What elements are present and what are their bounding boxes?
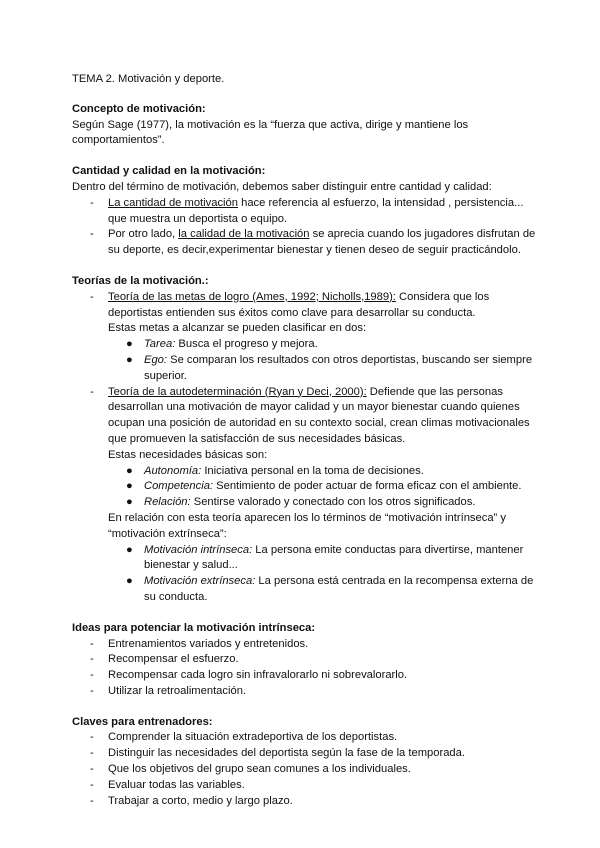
item-text: Recompensar cada logro sin infravalorarlo ni sobrevalorarlo. — [108, 669, 408, 682]
list-item-metas — [72, 290, 540, 385]
list-item — [72, 652, 540, 668]
item-text: Evaluar todas las variables. — [108, 778, 245, 791]
item-text: Recompensar el esfuerzo. — [108, 653, 239, 666]
dash-marker: - — [90, 684, 94, 697]
bullet-item — [108, 543, 540, 575]
bullet-text: Se comparan los resultados con otros deportistas, buscando ser siempre superior. — [144, 353, 533, 382]
dash-marker: - — [90, 637, 94, 650]
term-cantidad: La cantidad de motivación — [108, 196, 238, 209]
bullet-item — [108, 353, 540, 385]
item-text: Distinguir las necesidades del deportista según la fase de la temporada. — [108, 747, 465, 760]
bullet-text: La persona emite conductas para divertirse, mantener bienestar y salud... — [144, 543, 524, 572]
bullet-text: Iniciativa personal en la toma de decisiones. — [201, 464, 424, 477]
heading-teorias: Teorías de la motivación.: — [72, 274, 209, 287]
dash-marker: - — [90, 385, 94, 398]
item-text: Utilizar la retroalimentación. — [108, 684, 247, 697]
list-item — [72, 794, 540, 810]
section-cantidad-calidad — [72, 164, 540, 259]
cantidad-list — [72, 196, 540, 259]
document-title: TEMA 2. Motivación y deporte. — [72, 73, 225, 85]
term-competencia: Competencia: — [144, 480, 214, 493]
cantidad-intro: Dentro del término de motivación, debemos saber distinguir entre cantidad y calidad: — [72, 180, 492, 193]
ideas-list — [72, 637, 540, 700]
term-intrinseca: Motivación intrínseca: — [144, 543, 253, 556]
term-calidad: la calidad de la motivación — [178, 228, 310, 241]
list-item — [72, 762, 540, 778]
list-item — [72, 227, 540, 259]
item-text: se aprecia cuando los jugadores disfrutan de su deporte, es decir,experimentar bienestar y tienen deseo de seguir practicándolo. — [108, 228, 536, 257]
heading-cantidad-calidad: Cantidad y calidad en la motivación: — [72, 165, 266, 178]
bullet-dot: ● — [126, 338, 133, 351]
list-item — [72, 684, 540, 700]
term-extrinseca: Motivación extrínseca: — [144, 575, 256, 588]
list-item-autodeterminacion — [72, 385, 540, 606]
item-text: Comprender la situación extradeportiva de los deportistas. — [108, 731, 398, 744]
autodeterminacion-sub-intro: Estas necesidades básicas son: — [108, 448, 268, 461]
metas-sub-intro: Estas metas a alcanzar se pueden clasificar en dos: — [108, 322, 367, 335]
dash-marker: - — [90, 196, 94, 209]
dash-marker: - — [90, 747, 94, 760]
bullet-item — [108, 337, 540, 353]
term-relacion: Relación: — [144, 496, 191, 509]
dash-marker: - — [90, 228, 94, 241]
list-item — [72, 668, 540, 684]
item-text: Trabajar a corto, medio y largo plazo. — [108, 794, 293, 807]
bullet-dot: ● — [126, 464, 133, 477]
list-item — [72, 778, 540, 794]
heading-claves: Claves para entrenadores: — [72, 715, 213, 728]
bullet-dot: ● — [126, 480, 133, 493]
dash-marker: - — [90, 731, 94, 744]
claves-list — [72, 730, 540, 809]
teorias-list — [72, 290, 540, 606]
term-metas: Teoría de las metas de logro (Ames, 1992; Nicholls,1989): — [108, 290, 396, 303]
bullet-item — [108, 495, 540, 511]
term-autodeterminacion: Teoría de la autodeterminación (Ryan y Deci, 2000): — [108, 385, 367, 398]
dash-marker: - — [90, 290, 94, 303]
item-pre: Por otro lado, — [108, 228, 179, 241]
necesidades-bullets — [108, 464, 540, 511]
bullet-item — [108, 479, 540, 495]
concepto-text: Según Sage (1977), la motivación es la “fuerza que activa, dirige y mantiene los comportamientos”. — [72, 118, 469, 147]
item-text: Defiende que las personas desarrollan una motivación de mayor calidad y un mayor bienestar cuando quienes ocupan una posición de autoridad en su contexto social, crean climas motivacionales que promueven la satisfacción de sus necesidades básicas. — [108, 385, 530, 445]
bullet-text: La persona está centrada en la recompensa externa de su conducta. — [144, 575, 534, 603]
dash-marker: - — [90, 669, 94, 682]
section-ideas — [72, 621, 540, 700]
list-item — [72, 637, 540, 653]
bullet-dot: ● — [126, 543, 133, 556]
heading-ideas: Ideas para potenciar la motivación intrínseca: — [72, 621, 316, 634]
term-autonomia: Autonomía: — [144, 464, 202, 477]
item-text: Considera que los deportistas entienden sus éxitos como clave para desarrollar su conducta. — [108, 290, 490, 319]
bullet-dot: ● — [126, 496, 133, 509]
dash-marker: - — [90, 653, 94, 666]
list-item — [72, 196, 540, 228]
metas-bullets — [108, 337, 540, 384]
bullet-text: Sentirse valorado y conectado con los otros significados. — [190, 496, 476, 509]
list-item — [72, 730, 540, 746]
bullet-dot: ● — [126, 575, 133, 588]
bullet-dot: ● — [126, 353, 133, 366]
item-text: Entrenamientos variados y entretenidos. — [108, 637, 309, 650]
bullet-text: Sentimiento de poder actuar de forma eficaz con el ambiente. — [213, 480, 522, 493]
term-tarea: Tarea: — [144, 338, 176, 351]
motivacion-sub-intro: En relación con esta teoría aparecen los lo términos de “motivación intrínseca” y “motivación extrínseca”: — [108, 511, 506, 540]
section-claves — [72, 715, 540, 810]
term-ego: Ego: — [144, 353, 168, 366]
bullet-text: Busca el progreso y mejora. — [175, 338, 318, 351]
dash-marker: - — [90, 763, 94, 776]
dash-marker: - — [90, 778, 94, 791]
dash-marker: - — [90, 794, 94, 807]
heading-concepto: Concepto de motivación: — [72, 102, 206, 115]
motivacion-bullets — [108, 543, 540, 606]
item-text: Que los objetivos del grupo sean comunes a los individuales. — [108, 763, 411, 776]
list-item — [72, 746, 540, 762]
bullet-item — [108, 574, 540, 606]
item-text: hace referencia al esfuerzo, la intensidad , persistencia... que muestra un deportista o equipo. — [108, 196, 524, 225]
bullet-item — [108, 464, 540, 480]
section-concepto — [72, 102, 540, 149]
section-teorias — [72, 274, 540, 606]
